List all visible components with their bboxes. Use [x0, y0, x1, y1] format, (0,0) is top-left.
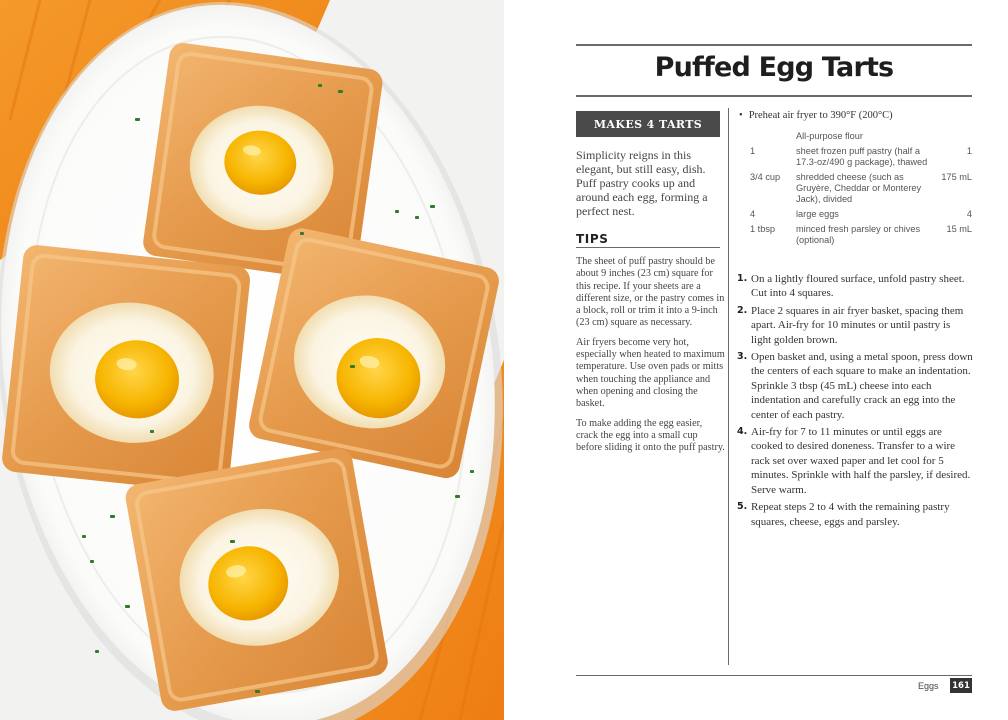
ingredient-qty: 3/4 cup — [750, 172, 781, 182]
ingredient-metric: 1 — [966, 146, 972, 156]
tart-bottom — [124, 447, 390, 713]
ingredient-name: minced fresh parsley or chives (optional) — [796, 224, 921, 245]
step-number: 5. — [737, 501, 748, 513]
ingredient-row — [750, 209, 972, 220]
step-item — [737, 350, 973, 422]
preheat-text: Preheat air fryer to 390°F (200°C) — [748, 110, 893, 121]
step-number: 2. — [737, 304, 748, 316]
bullet-icon: • — [739, 110, 743, 121]
step-item — [737, 304, 973, 347]
tart-right — [247, 226, 502, 481]
intro-text: Simplicity reigns in this elegant, but still easy, dish. Puff pastry cooks up and around each egg, forming a perfect nest. — [576, 148, 708, 218]
step-number: 4. — [737, 426, 748, 438]
recipe-page — [504, 0, 1008, 720]
ingredient-qty: 1 tbsp — [750, 224, 776, 234]
ingredient-row — [750, 131, 972, 142]
footer-rule — [576, 675, 972, 676]
recipe-title: Puffed Egg Tarts — [654, 52, 894, 83]
ingredient-metric: 15 mL — [946, 224, 972, 234]
ingredient-row — [750, 172, 972, 205]
column-divider — [728, 108, 729, 665]
step-item — [737, 272, 973, 301]
tip-item: Air fryers become very hot, especially when heated to maximum temperature. Use oven pads or mitts when touching the appliance and when opening and closing the basket. — [576, 336, 725, 410]
ingredient-qty: 4 — [750, 209, 756, 219]
step-text: Air-fry for 7 to 11 minutes or until eggs are cooked to desired doneness. Transfer to a wire rack set over waxed paper and let cool for 5 minutes. Sprinkle with half the parsley, if desired. Serve warm. — [751, 426, 971, 496]
step-text: Repeat steps 2 to 4 with the remaining pastry squares, cheese, eggs and parsley. — [751, 501, 950, 528]
tart-left — [1, 244, 252, 495]
section-label: Eggs — [918, 681, 939, 691]
ingredient-qty: 1 — [750, 146, 756, 156]
step-number: 1. — [737, 273, 748, 284]
tips-list — [576, 256, 726, 461]
step-text: Place 2 squares in air fryer basket, spacing them apart. Air-fry for 10 minutes or until pastry is light golden brown. — [751, 304, 964, 346]
step-item — [737, 500, 973, 529]
ingredient-row — [750, 146, 972, 168]
title-bottom-rule — [576, 95, 972, 97]
tips-rule — [576, 247, 720, 248]
preheat-instruction — [739, 110, 893, 121]
yield-banner: MAKES 4 TARTS — [576, 111, 720, 137]
ingredient-row — [750, 224, 972, 246]
tips-heading: TIPS — [576, 232, 609, 246]
ingredient-name: large eggs — [796, 209, 839, 219]
tip-item: To make adding the egg easier, crack the egg into a small cup before sliding it onto the puff pastry. — [576, 417, 725, 454]
page-number: 161 — [950, 678, 972, 693]
method-steps — [737, 272, 973, 532]
ingredient-name: All-purpose flour — [796, 131, 863, 141]
tip-item: The sheet of puff pastry should be about 9 inches (23 cm) square for this recipe. If your sheets are a different size, or the pastry comes in a block, roll or trim it into a 9-inch (23 cm) square as necessary. — [576, 256, 725, 329]
step-item — [737, 425, 973, 497]
step-text: Open basket and, using a metal spoon, press down the centers of each square to make an indentation. Sprinkle 3 tbsp (45 mL) cheese into each indentation and carefully crack an egg into the center of each pastry. — [751, 351, 973, 421]
step-text: On a lightly floured surface, unfold pastry sheet. Cut into 4 squares. — [751, 273, 965, 300]
ingredient-metric: 4 — [966, 209, 972, 219]
step-number: 3. — [737, 351, 748, 363]
ingredient-list — [750, 131, 972, 250]
title-top-rule — [576, 44, 972, 46]
ingredient-name: shredded cheese (such as Gruyère, Cheddar or Monterey Jack), divided — [796, 172, 922, 204]
ingredient-name: sheet frozen puff pastry (half a 17.3-oz/490 g package), thawed — [796, 146, 928, 167]
ingredient-metric: 175 mL — [941, 172, 972, 182]
